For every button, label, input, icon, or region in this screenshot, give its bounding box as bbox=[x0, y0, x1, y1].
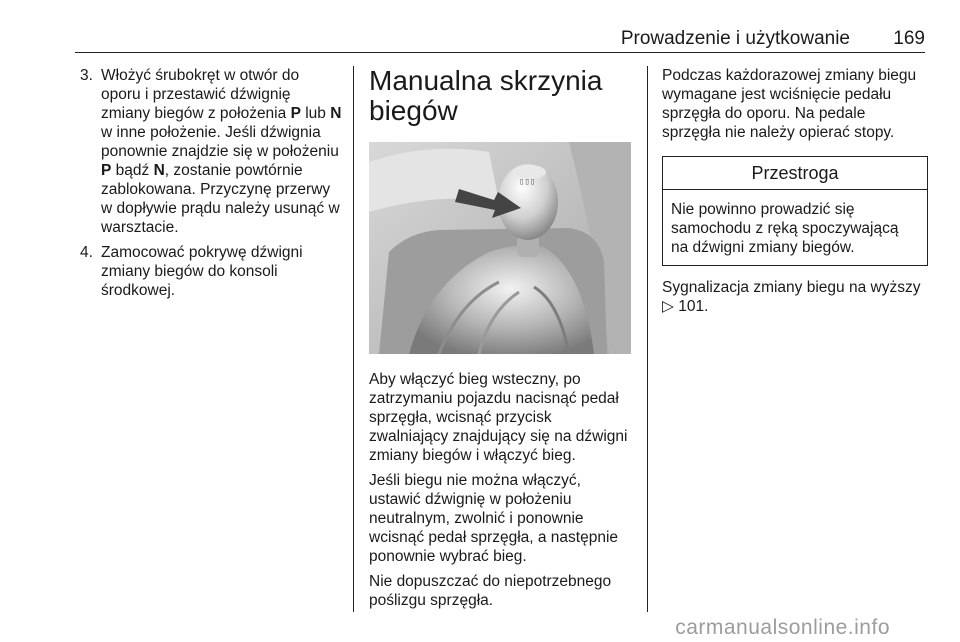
cross-reference bbox=[662, 278, 928, 316]
paragraph: Nie dopuszczać do niepotrzebnego poślizgu sprzęgła. bbox=[369, 573, 612, 609]
triangle-reference-icon: ▷ bbox=[662, 298, 674, 315]
knob-shift-pattern-icon: ▯▯▯ bbox=[519, 177, 536, 187]
step-text: Włożyć śrubokręt w otwór do oporu i przestawić dźwignię zmiany biegów z położenia P lub N w inne położenie. Jeśli dźwignia ponownie znajdzie się w położeniu P bądź N, zostanie powtórnie zablokowana. Przyczynę przerwy w dopływie prądu należy usunąć w warsztacie. bbox=[101, 67, 342, 236]
left-column bbox=[80, 66, 342, 306]
right-column bbox=[662, 66, 928, 322]
caution-heading: Przestroga bbox=[663, 157, 927, 190]
caution-text: Nie powinno prowadzić się samochodu z ręką spoczywającą na dźwigni zmiany biegów. bbox=[671, 201, 899, 256]
gear-knob-illustration bbox=[369, 142, 631, 354]
chapter-title: Prowadzenie i użytkowanie bbox=[620, 28, 850, 49]
step-number: 3. bbox=[80, 67, 93, 84]
page-header bbox=[75, 28, 925, 53]
step-item bbox=[80, 66, 342, 237]
page-number: 169 bbox=[893, 28, 925, 49]
step-item bbox=[80, 243, 342, 300]
section-heading: Manualna skrzynia biegów bbox=[369, 65, 603, 126]
paragraph: Jeśli biegu nie można włączyć, ustawić dźwignię w położeniu neutralnym, zwolnić i ponownie wcisnąć pedał sprzęgła, a następnie ponownie wybrać bieg. bbox=[369, 472, 619, 565]
paragraph: Aby włączyć bieg wsteczny, po zatrzymaniu pojazdu nacisnąć pedał sprzęgła, wcisnąć przycisk zwalniający znajdujący się na dźwigni zmiany biegów i włączyć bieg. bbox=[369, 371, 628, 464]
paragraph: Podczas każdorazowej zmiany biegu wymagane jest wciśnięcie pedału sprzęgła do oporu. Na pedale sprzęgła nie należy opierać stopy. bbox=[662, 67, 917, 141]
section-body bbox=[369, 370, 633, 610]
procedure-steps bbox=[80, 66, 342, 300]
step-number: 4. bbox=[80, 244, 93, 261]
column-divider bbox=[353, 66, 354, 612]
reference-page: 101. bbox=[678, 298, 709, 315]
middle-column bbox=[369, 66, 633, 616]
step-text: Zamocować pokrywę dźwigni zmiany biegów do konsoli środkowej. bbox=[101, 244, 303, 299]
reference-text: Sygnalizacja zmiany biegu na wyższy bbox=[662, 279, 921, 296]
site-watermark: carmanualsonline.info bbox=[675, 616, 890, 639]
gear-lever-illustration bbox=[369, 142, 631, 354]
column-divider bbox=[647, 66, 648, 612]
caution-box bbox=[662, 156, 928, 266]
